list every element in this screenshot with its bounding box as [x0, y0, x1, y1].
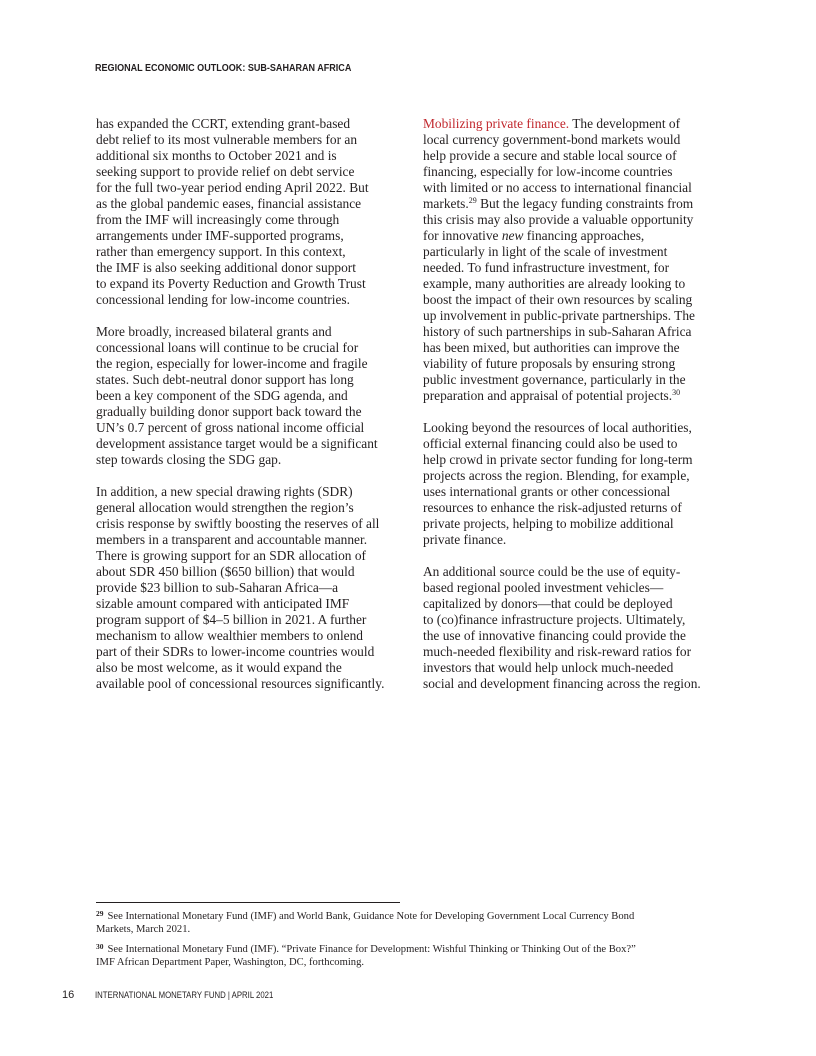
page-number: 16	[62, 989, 75, 1001]
text-line: boost the impact of their own resources by scaling	[423, 292, 693, 307]
running-head: REGIONAL ECONOMIC OUTLOOK: SUB-SAHARAN AFRICA	[95, 62, 352, 74]
footer-publication: INTERNATIONAL MONETARY FUND | APRIL 2021	[95, 990, 274, 1001]
text-line: official external financing could also be used to	[423, 436, 678, 451]
text-line: to expand its Poverty Reduction and Growth Trust	[96, 276, 366, 291]
paragraph-mobilizing-private-finance	[423, 116, 719, 404]
text-line: additional six months to October 2021 and is	[96, 148, 337, 163]
text-line: development assistance target would be a significant	[96, 436, 378, 451]
text-line: investors that would help unlock much-needed	[423, 660, 674, 675]
text-line: uses international grants or other concessional	[423, 484, 671, 499]
text-line: has expanded the CCRT, extending grant-based	[96, 116, 351, 131]
text-line: this crisis may also provide a valuable opportunity	[423, 212, 694, 227]
footnote-number: 30	[96, 941, 104, 951]
footnote-30	[96, 940, 706, 970]
text-line	[423, 388, 719, 404]
text-line: available pool of concessional resources significantly.	[96, 676, 385, 691]
text-fragment: financing approaches,	[523, 228, 645, 243]
text-line: public investment governance, particularly in the	[423, 372, 686, 387]
text-line: There is growing support for an SDR allocation of	[96, 548, 366, 563]
footnote-text: See International Monetary Fund (IMF) and World Bank, Guidance Note for Developing Government Local Currency Bond	[107, 911, 635, 922]
text-fragment: But the legacy funding constraints from	[476, 196, 694, 211]
text-line: social and development financing across the region.	[423, 676, 701, 691]
text-line: from the IMF will increasingly come through	[96, 212, 340, 227]
text-line: history of such partnerships in sub-Saharan Africa	[423, 324, 692, 339]
text-line: mechanism to allow wealthier members to onlend	[96, 628, 363, 643]
text-line: concessional lending for low-income countries.	[96, 292, 350, 307]
text-line: as the global pandemic eases, financial assistance	[96, 196, 362, 211]
text-line: provide $23 billion to sub-Saharan Africa—a	[96, 580, 339, 595]
footnote-divider	[96, 902, 400, 903]
text-line: particularly in light of the scale of investment	[423, 244, 668, 259]
text-line: sizable amount compared with anticipated IMF	[96, 596, 350, 611]
text-line: members in a transparent and accountable manner.	[96, 532, 368, 547]
text-line: based regional pooled investment vehicles—	[423, 580, 664, 595]
text-line: to (co)finance infrastructure projects. Ultimately,	[423, 612, 686, 627]
right-column	[423, 116, 719, 708]
footnote-ref-29[interactable]: 29	[468, 196, 477, 205]
text-line: concessional loans will continue to be crucial for	[96, 340, 359, 355]
text-line: program support of $4–5 billion in 2021. A further	[96, 612, 367, 627]
text-line: local currency government-bond markets would	[423, 132, 681, 147]
text-fragment: The development of	[569, 116, 681, 131]
text-line: the use of innovative financing could provide the	[423, 628, 686, 643]
text-line: needed. To fund infrastructure investment, for	[423, 260, 670, 275]
footnote-number: 29	[96, 909, 104, 918]
text-line: viability of future proposals by ensuring strong	[423, 356, 676, 371]
text-line: In addition, a new special drawing rights (SDR)	[96, 484, 353, 499]
footnote-29	[96, 907, 706, 937]
left-column	[96, 116, 392, 708]
text-line: for the full two-year period ending April 2022. But	[96, 180, 369, 195]
text-line	[423, 116, 719, 132]
text-line: help provide a secure and stable local source of	[423, 148, 677, 163]
text-line: crisis response by swiftly boosting the reserves of all	[96, 516, 380, 531]
text-fragment: markets.	[423, 196, 469, 211]
text-line: the IMF is also seeking additional donor support	[96, 260, 356, 275]
text-line: gradually building donor support back toward the	[96, 404, 362, 419]
section-lead-in: Mobilizing private finance.	[423, 116, 570, 131]
text-line: UN’s 0.7 percent of gross national income official	[96, 420, 365, 435]
paragraph-ccrt	[96, 116, 392, 308]
text-line: More broadly, increased bilateral grants and	[96, 324, 332, 339]
text-line: financing, especially for low-income countries	[423, 164, 673, 179]
text-line: debt relief to its most vulnerable members for an	[96, 132, 358, 147]
footnotes	[96, 907, 706, 973]
text-fragment: preparation and appraisal of potential projects.	[423, 388, 673, 403]
text-line: with limited or no access to international financial	[423, 180, 692, 195]
paragraph-bilateral-grants	[96, 324, 392, 468]
text-line: been a key component of the SDG agenda, and	[96, 388, 348, 403]
footnote-text: IMF African Department Paper, Washington, DC, forthcoming.	[96, 957, 365, 969]
footnote-ref-30[interactable]: 30	[672, 388, 681, 397]
text-fragment: for innovative	[423, 228, 502, 243]
paragraph-external-financing	[423, 420, 719, 548]
text-line: seeking support to provide relief on debt service	[96, 164, 355, 179]
text-line: private finance.	[423, 532, 507, 547]
text-line: states. Such debt-neutral donor support has long	[96, 372, 354, 387]
text-line	[423, 196, 719, 212]
text-line: An additional source could be the use of equity-	[423, 564, 681, 579]
text-line: capitalized by donors—that could be deployed	[423, 596, 673, 611]
paragraph-pooled-investment	[423, 564, 719, 692]
text-line: general allocation would strengthen the region’s	[96, 500, 354, 515]
emphasis-new: new	[501, 228, 524, 243]
text-line: rather than emergency support. In this context,	[96, 244, 346, 259]
footnote-text: See International Monetary Fund (IMF). “Private Finance for Development: Wishful Thinking or Thinking Out of the Box?”	[107, 943, 636, 955]
text-line: help crowd in private sector funding for long-term	[423, 452, 693, 467]
text-line: has been mixed, but authorities can improve the	[423, 340, 680, 355]
text-line: step towards closing the SDG gap.	[96, 452, 282, 467]
text-line: resources to enhance the risk-adjusted returns of	[423, 500, 682, 515]
text-line: Looking beyond the resources of local authorities,	[423, 420, 692, 435]
text-line: much-needed flexibility and risk-reward ratios for	[423, 644, 692, 659]
text-line: arrangements under IMF-supported programs,	[96, 228, 344, 243]
text-line: example, many authorities are already looking to	[423, 276, 686, 291]
text-line: up involvement in public-private partnerships. The	[423, 308, 695, 323]
text-line: the region, especially for lower-income and fragile	[96, 356, 368, 371]
text-line	[423, 228, 719, 244]
text-line: also be most welcome, as it would expand the	[96, 660, 342, 675]
paragraph-sdr-allocation	[96, 484, 392, 692]
footnote-text: Markets, March 2021.	[96, 924, 191, 936]
text-line: projects across the region. Blending, for example,	[423, 468, 690, 483]
text-line: private projects, helping to mobilize additional	[423, 516, 674, 531]
text-line: part of their SDRs to lower-income countries would	[96, 644, 375, 659]
text-line: about SDR 450 billion ($650 billion) that would	[96, 564, 355, 579]
